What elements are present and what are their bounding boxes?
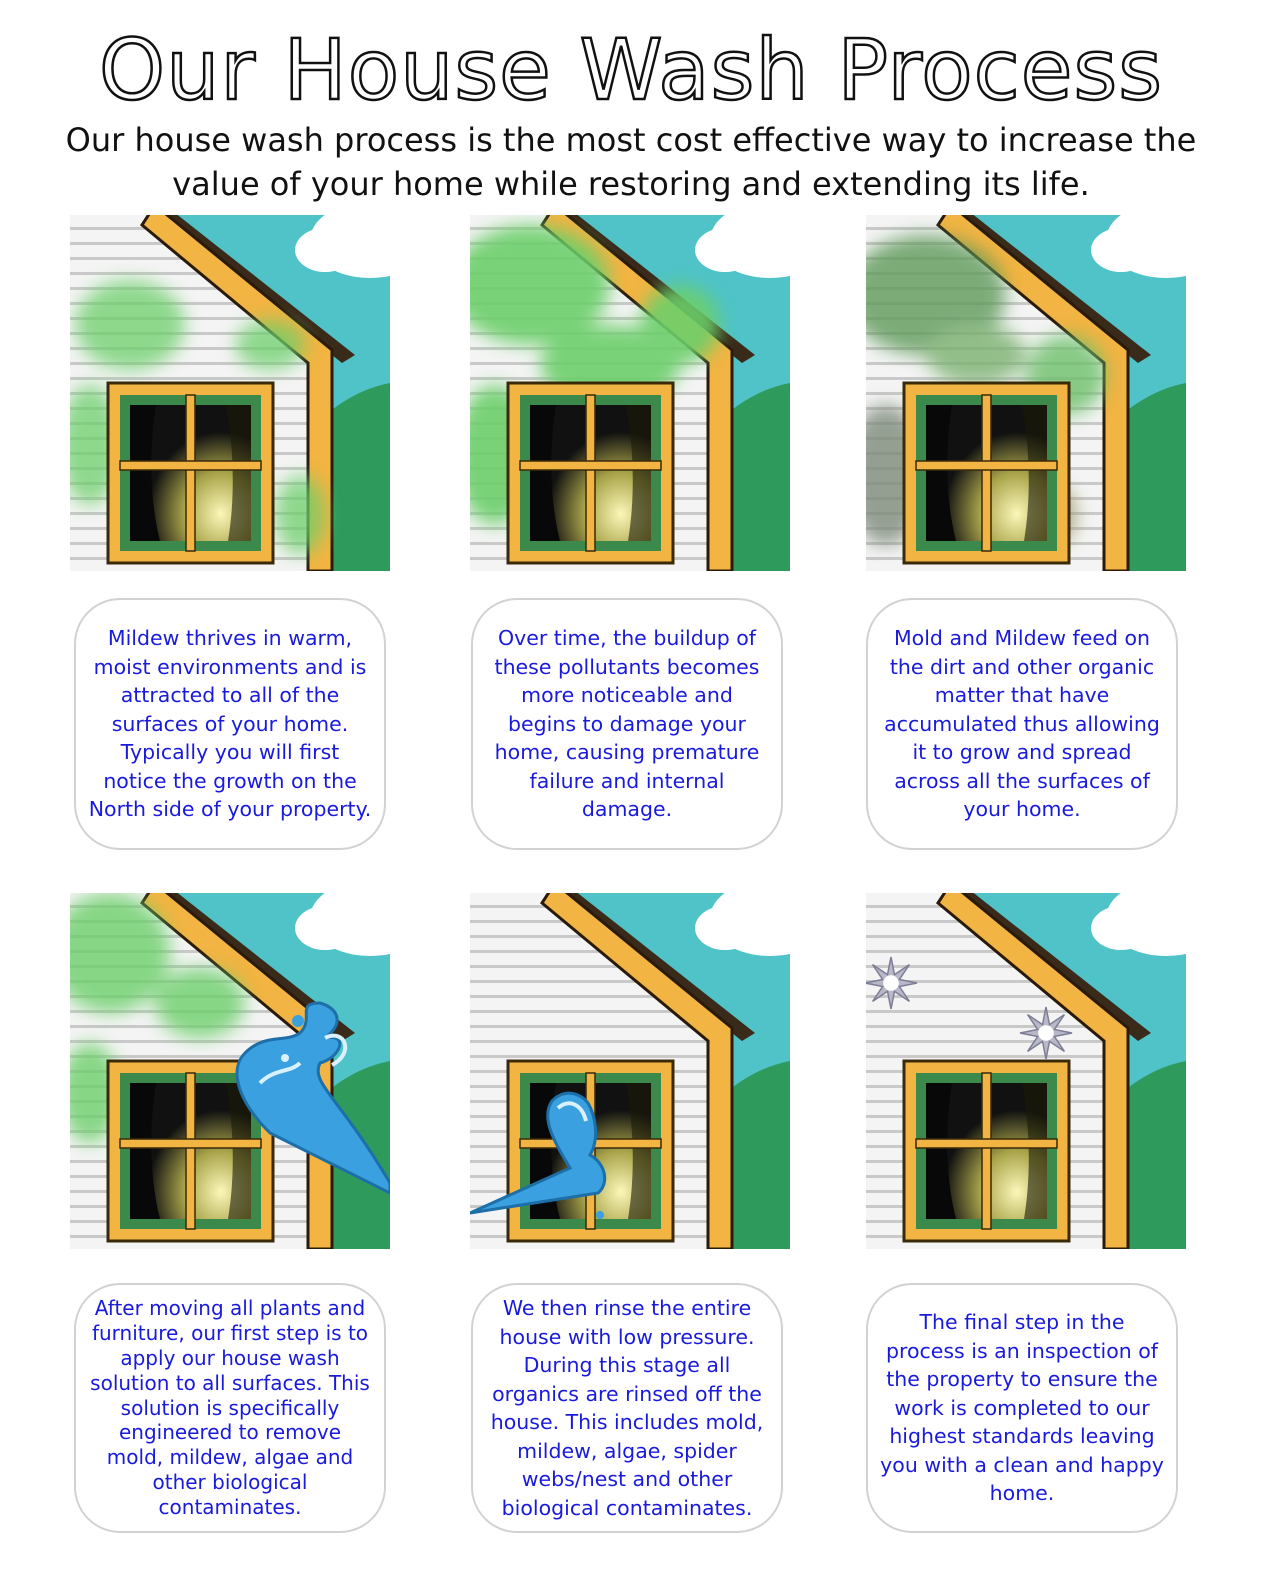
step-3-image — [866, 215, 1186, 571]
step-5-image — [470, 893, 790, 1249]
step-2-text: Over time, the buildup of these pollutants becomes more noticeable and begins to damage your home, causing premature failure and internal damage. — [494, 626, 760, 822]
step-2-card — [471, 598, 783, 850]
step-2-image — [470, 215, 790, 571]
step-1-text: Mildew thrives in warm, moist environments and is attracted to all of the surfaces of your home. Typically you will first notice the growth on the North side of your property. — [88, 626, 372, 822]
step-5-text: We then rinse the entire house with low pressure. During this stage all organics are rinsed off the house. This includes mold, mildew, algae, spider webs/nest and other biological contaminates. — [490, 1296, 764, 1520]
page-title: Our House Wash Process — [98, 21, 1164, 119]
step-3-card — [866, 598, 1178, 850]
step-6-image — [866, 893, 1186, 1249]
step-5-card — [471, 1283, 783, 1533]
step-1-image — [70, 215, 390, 571]
page-subtitle: Our house wash process is the most cost effective way to increase the value of your home while restoring and extending its life. — [65, 121, 1197, 203]
step-4-text: After moving all plants and furniture, our first step is to apply our house wash solution to all surfaces. This solution is specifically engineered to remove mold, mildew, algae and other biological contaminates. — [90, 1296, 370, 1519]
step-3-text: Mold and Mildew feed on the dirt and other organic matter that have accumulated thus allowing it to grow and spread across all the surfaces of your home. — [884, 626, 1160, 822]
step-4-image — [70, 893, 390, 1249]
step-4-card — [74, 1283, 386, 1533]
step-1-card — [74, 598, 386, 850]
step-6-card — [866, 1283, 1178, 1533]
step-6-text: The final step in the process is an inspection of the property to ensure the work is completed to our highest standards leaving you with a clean and happy home. — [880, 1310, 1164, 1506]
